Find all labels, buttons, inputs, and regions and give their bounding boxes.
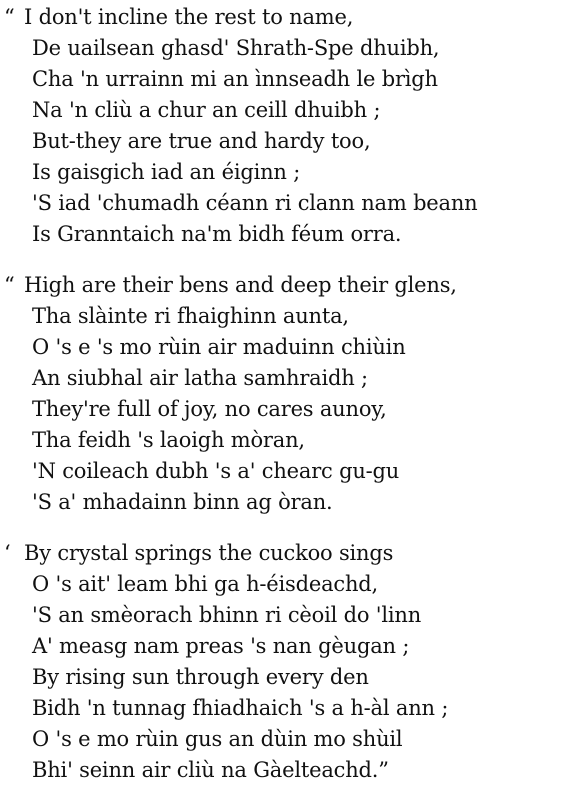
opening-quote: “ xyxy=(4,273,15,297)
poem-line xyxy=(0,693,580,724)
opening-quote: “ xyxy=(4,5,15,29)
line-text: But-they are true and hardy too, xyxy=(32,129,371,153)
poem-line xyxy=(0,755,580,786)
stanza-3 xyxy=(0,538,580,786)
poem-line xyxy=(0,600,580,631)
line-text: High are their bens and deep their glens, xyxy=(24,273,457,297)
poem-line xyxy=(0,270,580,301)
poem-line xyxy=(0,425,580,456)
line-text: Na 'n cliù a chur an ceill dhuibh ; xyxy=(32,98,381,122)
line-text: Is gaisgich iad an éiginn ; xyxy=(32,160,301,184)
poem-line xyxy=(0,301,580,332)
line-text: An siubhal air latha samhraidh ; xyxy=(32,366,368,390)
poem-line xyxy=(0,631,580,662)
line-text: Tha slàinte ri fhaighinn aunta, xyxy=(32,304,349,328)
line-text: A' measg nam preas 's nan gèugan ; xyxy=(32,634,410,658)
poem-line xyxy=(0,394,580,425)
line-text: They're full of joy, no cares aunoy, xyxy=(32,397,387,421)
poem-line xyxy=(0,157,580,188)
line-text: 'S a' mhadainn binn ag òran. xyxy=(32,490,333,514)
poem-line xyxy=(0,456,580,487)
line-text: By crystal springs the cuckoo sings xyxy=(24,541,394,565)
poem-line xyxy=(0,569,580,600)
line-text: 'S iad 'chumadh céann ri clann nam beann xyxy=(32,191,478,215)
opening-quote: ‘ xyxy=(4,541,11,565)
line-text: O 's e mo rùin gus an dùin mo shùil xyxy=(32,727,403,751)
poem-line xyxy=(0,2,580,33)
stanza-2 xyxy=(0,270,580,518)
poem-line xyxy=(0,363,580,394)
line-text: Bidh 'n tunnag fhiadhaich 's a h-àl ann ; xyxy=(32,696,449,720)
poem-line xyxy=(0,219,580,250)
stanza-1 xyxy=(0,2,580,250)
poem-line xyxy=(0,33,580,64)
poem-line xyxy=(0,126,580,157)
line-text: O 's e 's mo rùin air maduinn chiùin xyxy=(32,335,406,359)
line-text: Tha feidh 's laoigh mòran, xyxy=(32,428,305,452)
poem-line xyxy=(0,662,580,693)
line-text: De uailsean ghasd' Shrath-Spe dhuibh, xyxy=(32,36,440,60)
line-text: I don't incline the rest to name, xyxy=(24,5,354,29)
line-text: Cha 'n urrainn mi an ìnnseadh le brìgh xyxy=(32,67,438,91)
poem-line xyxy=(0,724,580,755)
line-text: Bhi' seinn air cliù na Gàelteachd.” xyxy=(32,758,389,782)
poem-line xyxy=(0,64,580,95)
line-text: O 's ait' leam bhi ga h-éisdeachd, xyxy=(32,572,379,596)
poem-line xyxy=(0,487,580,518)
line-text: 'N coileach dubh 's a' chearc gu-gu xyxy=(32,459,400,483)
line-text: By rising sun through every den xyxy=(32,665,369,689)
poem-line xyxy=(0,188,580,219)
line-text: Is Granntaich na'm bidh féum orra. xyxy=(32,222,402,246)
poem-line xyxy=(0,538,580,569)
line-text: 'S an smèorach bhinn ri cèoil do 'linn xyxy=(32,603,422,627)
poem-line xyxy=(0,95,580,126)
poem-line xyxy=(0,332,580,363)
